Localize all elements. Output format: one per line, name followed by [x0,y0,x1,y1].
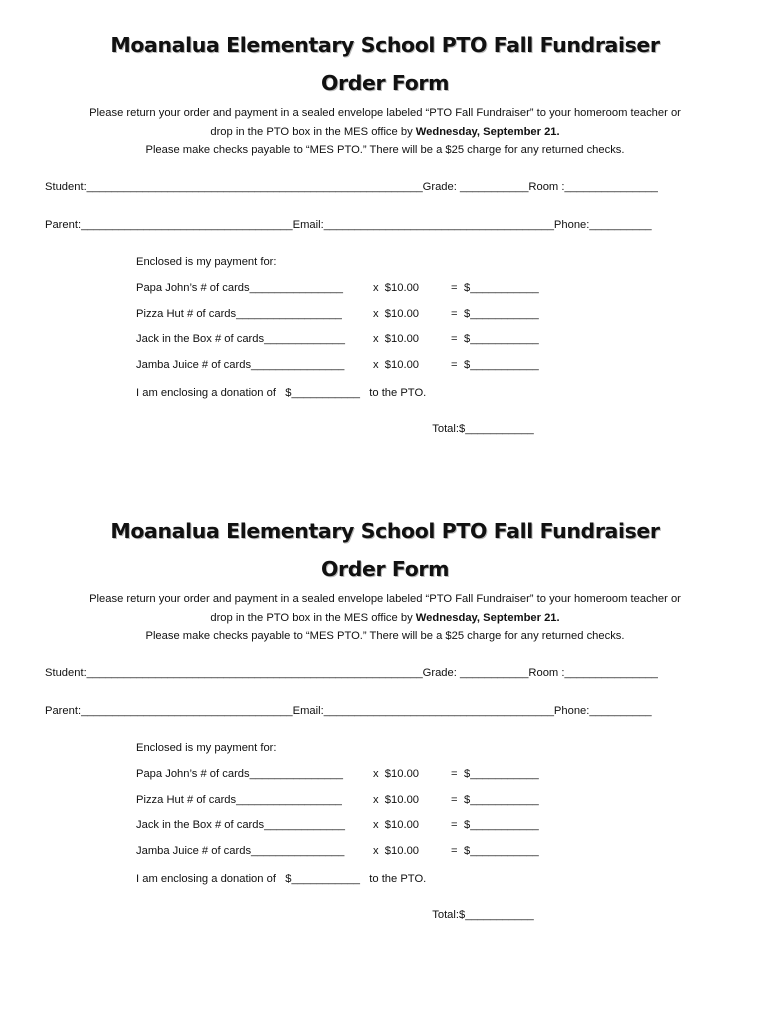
item-amount[interactable]: $___________ [464,359,539,371]
instruction-line-2 [0,609,770,628]
form-title: Moanalua Elementary School PTO Fall Fundraiser [110,33,660,57]
item-row-jamba-juice[interactable] [136,845,539,857]
item-label[interactable]: Papa John’s # of cards_______________ [136,768,343,780]
item-label[interactable]: Pizza Hut # of cards_________________ [136,794,342,806]
deadline: Wednesday, September 21. [415,611,560,624]
item-price: x $10.00 [373,359,420,371]
item-amount[interactable]: $___________ [464,768,539,780]
total-row[interactable] [136,909,534,921]
item-amount[interactable]: $___________ [464,819,539,831]
item-row-jack-in-the-box[interactable] [136,819,539,831]
instruction-line-2-text: drop in the PTO box in the MES office by [210,611,416,624]
item-amount[interactable]: $___________ [464,794,539,806]
item-price: x $10.00 [373,845,420,857]
instruction-line-3: Please make checks payable to “MES PTO.” There will be a $25 charge for any returned checks. [145,630,625,642]
enclosed-label: Enclosed is my payment for: [136,742,277,754]
equals: = [451,845,458,857]
enclosed-label: Enclosed is my payment for: [136,256,277,268]
instruction-line-2-text: drop in the PTO box in the MES office by [210,125,416,138]
item-label[interactable]: Jamba Juice # of cards_______________ [136,845,345,857]
equals: = [451,333,458,345]
total-amount[interactable]: $___________ [459,909,534,921]
student-grade-room-line[interactable]: Student:______________________________________________________Grade: ___________Room :_______________ [45,667,658,679]
equals: = [451,282,458,294]
item-label[interactable]: Jamba Juice # of cards_______________ [136,359,345,371]
equals: = [451,794,458,806]
deadline: Wednesday, September 21. [415,125,560,138]
instruction-line-1: Please return your order and payment in a sealed envelope labeled “PTO Fall Fundraiser” to your homeroom teacher or [89,593,681,605]
item-row-papa-johns[interactable] [136,768,539,780]
instruction-line-2 [0,123,770,142]
form-subtitle: Order Form [320,71,450,95]
instruction-line-1: Please return your order and payment in a sealed envelope labeled “PTO Fall Fundraiser” to your homeroom teacher or [89,107,681,119]
item-row-papa-johns[interactable] [136,282,539,294]
equals: = [451,308,458,320]
total-label: Total: [432,423,459,435]
total-amount[interactable]: $___________ [459,423,534,435]
equals: = [451,359,458,371]
instructions [0,590,770,646]
item-label[interactable]: Jack in the Box # of cards_____________ [136,819,345,831]
item-price: x $10.00 [373,768,420,780]
total-row[interactable] [136,423,534,435]
item-row-jack-in-the-box[interactable] [136,333,539,345]
parent-email-phone-line[interactable]: Parent:__________________________________Email:_____________________________________Phone:__________ [45,705,652,717]
item-price: x $10.00 [373,333,420,345]
item-price: x $10.00 [373,308,420,320]
equals: = [451,819,458,831]
item-label[interactable]: Pizza Hut # of cards_________________ [136,308,342,320]
item-row-jamba-juice[interactable] [136,359,539,371]
form-subtitle: Order Form [320,557,450,581]
equals: = [451,768,458,780]
item-amount[interactable]: $___________ [464,845,539,857]
donation-line[interactable]: I am enclosing a donation of $___________ to the PTO. [136,387,427,399]
instructions [0,104,770,160]
item-price: x $10.00 [373,794,420,806]
total-label: Total: [432,909,459,921]
item-amount[interactable]: $___________ [464,333,539,345]
item-price: x $10.00 [373,819,420,831]
instruction-line-3: Please make checks payable to “MES PTO.” There will be a $25 charge for any returned checks. [145,144,625,156]
item-amount[interactable]: $___________ [464,308,539,320]
item-row-pizza-hut[interactable] [136,794,539,806]
student-grade-room-line[interactable]: Student:______________________________________________________Grade: ___________Room :_______________ [45,181,658,193]
item-amount[interactable]: $___________ [464,282,539,294]
form-title: Moanalua Elementary School PTO Fall Fundraiser [110,519,660,543]
item-row-pizza-hut[interactable] [136,308,539,320]
parent-email-phone-line[interactable]: Parent:__________________________________Email:_____________________________________Phone:__________ [45,219,652,231]
item-price: x $10.00 [373,282,420,294]
item-label[interactable]: Jack in the Box # of cards_____________ [136,333,345,345]
item-label[interactable]: Papa John’s # of cards_______________ [136,282,343,294]
donation-line[interactable]: I am enclosing a donation of $___________ to the PTO. [136,873,427,885]
